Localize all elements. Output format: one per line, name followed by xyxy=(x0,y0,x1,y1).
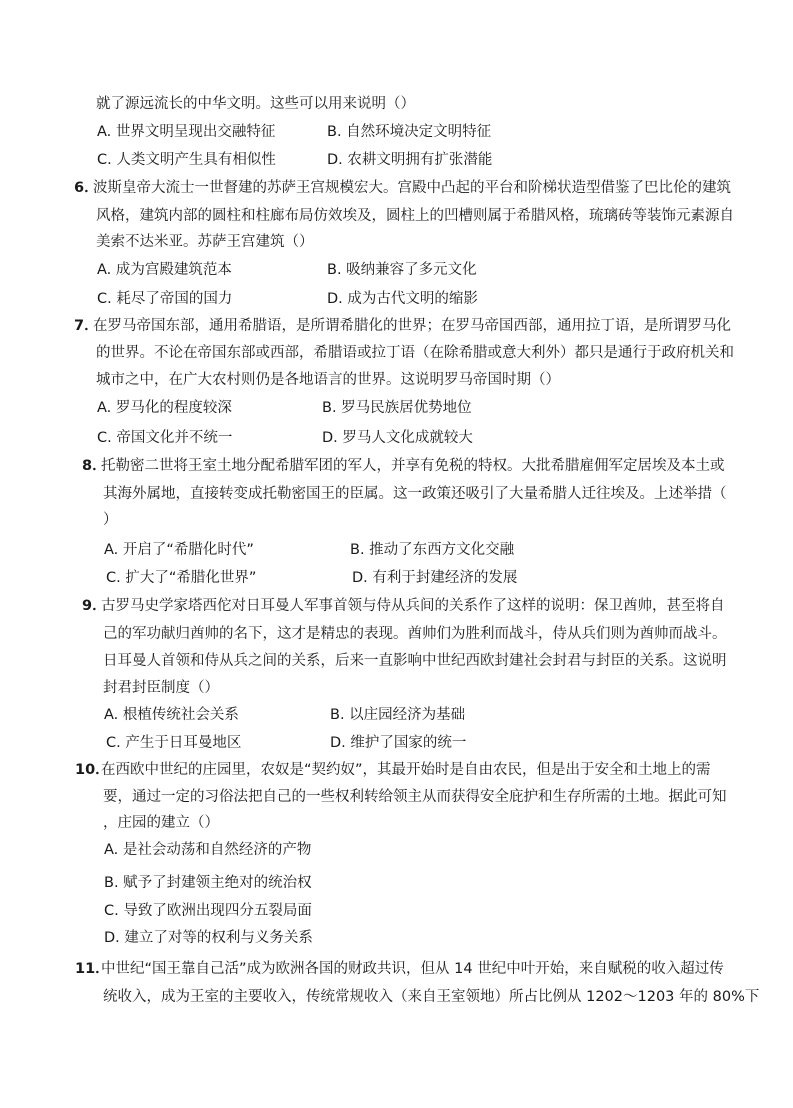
q7-option-d[interactable]: D. 罗马人文化成就较大 xyxy=(322,430,473,446)
q10-stem-line: 要，通过一定的习俗法把自己的一些权利转给领主从而获得安全庇护和生存所需的土地。据此可知 xyxy=(103,789,727,805)
q8-option-a[interactable]: A. 开启了“希腊化时代” xyxy=(104,542,254,558)
q6-stem-line: 风格，建筑内部的圆柱和柱廊布局仿效埃及，圆柱上的凹槽则属于希腊风格，琉璃砖等装饰元素源自 xyxy=(96,208,734,224)
q10-stem-line: 在西欧中世纪的庄园里，农奴是“契约奴”，其最开始时是自由农民，但是出于安全和土地上的需 xyxy=(101,762,711,778)
q6-stem-line: 美索不达米亚。苏萨王宫建筑（） xyxy=(96,234,314,250)
q5-option-a[interactable]: A. 世界文明呈现出交融特征 xyxy=(97,124,276,140)
q7-stem-line: 的世界。不论在帝国东部或西部，希腊语或拉丁语（在除希腊或意大利外）都只是通行于政府机关和 xyxy=(96,345,734,361)
q8-option-b[interactable]: B. 推动了东西方文化交融 xyxy=(350,542,515,558)
q9-stem-line: 封君封臣制度（） xyxy=(103,680,219,696)
q7-option-a[interactable]: A. 罗马化的程度较深 xyxy=(97,400,232,416)
q10-number: 10． xyxy=(75,762,110,778)
q7-option-b[interactable]: B. 罗马民族居优势地位 xyxy=(322,400,472,416)
q5-option-d[interactable]: D. 农耕文明拥有扩张潜能 xyxy=(327,152,493,168)
q9-stem-line: 己的军功献归酋帅的名下，这才是精忠的表现。酋帅们为胜利而战斗，侍从兵们则为酋帅而战斗。 xyxy=(103,626,727,642)
q9-option-d[interactable]: D. 维护了国家的统一 xyxy=(330,735,467,751)
q8-stem-line: 托勒密二世将王室土地分配希腊军团的军人，并享有免税的特权。大批希腊雇佣军定居埃及本土或 xyxy=(101,458,725,474)
q6-option-d[interactable]: D. 成为古代文明的缩影 xyxy=(327,291,478,307)
q8-stem-line: 其海外属地，直接转变成托勒密国王的臣属。这一政策还吸引了大量希腊人迁往埃及。上述举措（ xyxy=(103,486,727,502)
q9-stem-line: 古罗马史学家塔西佗对日耳曼人军事首领与侍从兵间的关系作了这样的说明：保卫酋帅，甚至将自 xyxy=(101,598,725,614)
q10-option-d[interactable]: D. 建立了对等的权利与义务关系 xyxy=(104,930,313,946)
q10-option-b[interactable]: B. 赋予了封建领主绝对的统治权 xyxy=(104,875,312,891)
q6-option-c[interactable]: C. 耗尽了帝国的国力 xyxy=(97,291,233,307)
q11-stem-line: 中世纪“国王靠自己活”成为欧洲各国的财政共识，但从 14 世纪中叶开始，来自赋税的收入超过传 xyxy=(101,961,724,977)
q9-option-c[interactable]: C. 产生于日耳曼地区 xyxy=(106,735,242,751)
q5-option-c[interactable]: C. 人类文明产生具有相似性 xyxy=(97,152,276,168)
q7-stem-line: 在罗马帝国东部，通用希腊语，是所谓希腊化的世界；在罗马帝国西部，通用拉丁语，是所谓罗马化 xyxy=(93,318,731,334)
q7-option-c[interactable]: C. 帝国文化并不统一 xyxy=(97,430,233,446)
q10-option-c[interactable]: C. 导致了欧洲出现四分五裂局面 xyxy=(104,903,312,919)
q6-number: 6． xyxy=(74,180,99,196)
q8-option-c[interactable]: C. 扩大了“希腊化世界” xyxy=(106,570,257,586)
q9-stem-line: 日耳曼人首领和侍从兵之间的关系，后来一直影响中世纪西欧封建社会封君与封臣的关系。这说明 xyxy=(103,653,727,669)
q11-stem-line: 统收入，成为王室的主要收入，传统常规收入（来自王室领地）所占比例从 1202～1203 年的 80%下 xyxy=(103,989,760,1005)
q9-option-a[interactable]: A. 根植传统社会关系 xyxy=(104,707,239,723)
q6-option-a[interactable]: A. 成为宫殿建筑范本 xyxy=(97,262,232,278)
q9-option-b[interactable]: B. 以庄园经济为基础 xyxy=(330,707,466,723)
q8-stem-line: ） xyxy=(103,512,118,528)
q6-option-b[interactable]: B. 吸纳兼容了多元文化 xyxy=(327,262,477,278)
q8-number: 8． xyxy=(82,458,107,474)
q9-number: 9． xyxy=(82,598,107,614)
q7-stem-line: 城市之中，在广大农村则仍是各地语言的世界。这说明罗马帝国时期（） xyxy=(96,372,560,388)
q6-stem-line: 波斯皇帝大流士一世督建的苏萨王宫规模宏大。宫殿中凸起的平台和阶梯状造型借鉴了巴比伦的建筑 xyxy=(93,180,731,196)
q10-option-a[interactable]: A. 是社会动荡和自然经济的产物 xyxy=(104,842,312,858)
q5-stem-tail: 就了源远流长的中华文明。这些可以用来说明（） xyxy=(96,96,415,112)
q5-option-b[interactable]: B. 自然环境决定文明特征 xyxy=(327,124,492,140)
q8-option-d[interactable]: D. 有利于封建经济的发展 xyxy=(352,570,518,586)
q11-number: 11． xyxy=(75,961,110,977)
q7-number: 7． xyxy=(74,318,99,334)
q10-stem-line: ，庄园的建立（） xyxy=(103,815,219,831)
